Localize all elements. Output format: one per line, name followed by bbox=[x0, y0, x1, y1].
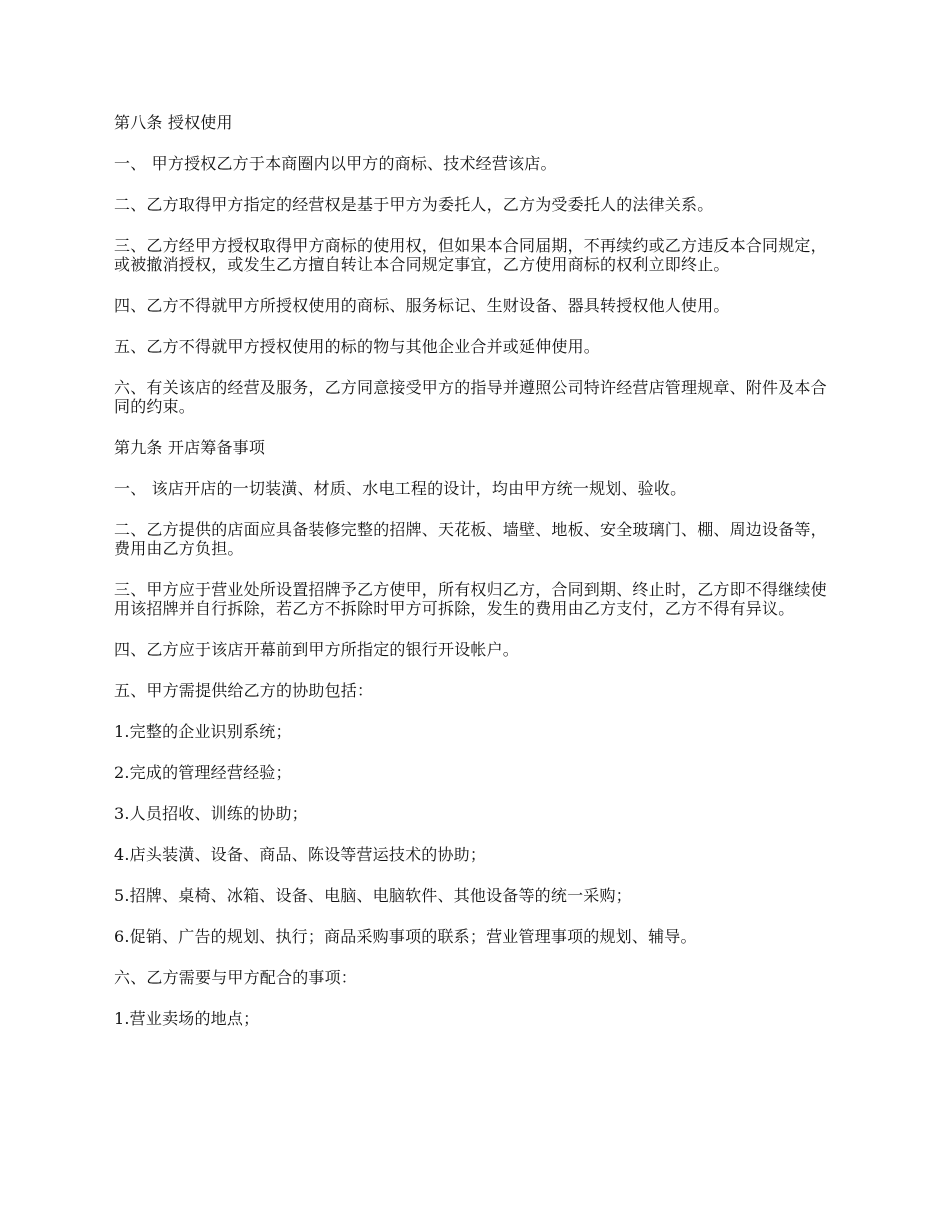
cooperation-item-1: 1.营业卖场的地点； bbox=[114, 1009, 260, 1028]
assistance-item-4: 4.店头装潢、设备、商品、陈设等营运技术的协助； bbox=[114, 845, 487, 864]
article-9-clause-2: 二、乙方提供的店面应具备装修完整的招牌、天花板、墙壁、地板、安全玻璃门、棚、周边设备等，费用由乙方负担。 bbox=[114, 520, 827, 558]
article-8-clause-4: 四、乙方不得就甲方所授权使用的商标、服务标记、生财设备、器具转授权他人使用。 bbox=[114, 296, 730, 315]
assistance-item-3: 3.人员招收、训练的协助； bbox=[114, 804, 308, 823]
document-body bbox=[114, 113, 842, 1028]
article-9-clause-5: 五、甲方需提供给乙方的协助包括： bbox=[114, 681, 374, 700]
article-8-clause-1: 一、 甲方授权乙方于本商圈内以甲方的商标、技术经营该店。 bbox=[114, 154, 557, 173]
article-8-clause-2: 二、乙方取得甲方指定的经营权是基于甲方为委托人，乙方为受委托人的法律关系。 bbox=[114, 195, 714, 214]
assistance-item-5: 5.招牌、桌椅、冰箱、设备、电脑、电脑软件、其他设备等的统一采购； bbox=[114, 886, 632, 905]
assistance-item-2: 2.完成的管理经营经验； bbox=[114, 763, 292, 782]
article-9-clause-4: 四、乙方应于该店开幕前到甲方所指定的银行开设帐户。 bbox=[114, 640, 520, 659]
assistance-item-1: 1.完整的企业识别系统； bbox=[114, 722, 292, 741]
article-8-clause-5: 五、乙方不得就甲方授权使用的标的物与其他企业合并或延伸使用。 bbox=[114, 337, 601, 356]
article-8-heading: 第八条 授权使用 bbox=[114, 113, 233, 132]
article-8-clause-6: 六、有关该店的经营及服务，乙方同意接受甲方的指导并遵照公司特许经营店管理规章、附件及本合同的约束。 bbox=[114, 378, 827, 416]
article-9-heading: 第九条 开店筹备事项 bbox=[114, 438, 266, 457]
article-9-clause-1: 一、 该店开店的一切装潢、材质、水电工程的设计，均由甲方统一规划、验收。 bbox=[114, 479, 687, 498]
article-9-clause-3: 三、甲方应于营业处所设置招牌予乙方使甲，所有权归乙方，合同到期、终止时，乙方即不得继续使用该招牌并自行拆除，若乙方不拆除时甲方可拆除，发生的费用由乙方支付，乙方不得有异议。 bbox=[114, 580, 827, 618]
article-8-clause-3: 三、乙方经甲方授权取得甲方商标的使用权，但如果本合同届期，不再续约或乙方违反本合同规定，或被撤消授权，或发生乙方擅自转让本合同规定事宜，乙方使用商标的权利立即终止。 bbox=[114, 236, 827, 274]
assistance-item-6: 6.促销、广告的规划、执行；商品采购事项的联系；营业管理事项的规划、辅导。 bbox=[114, 927, 697, 946]
article-9-clause-6: 六、乙方需要与甲方配合的事项： bbox=[114, 968, 358, 987]
